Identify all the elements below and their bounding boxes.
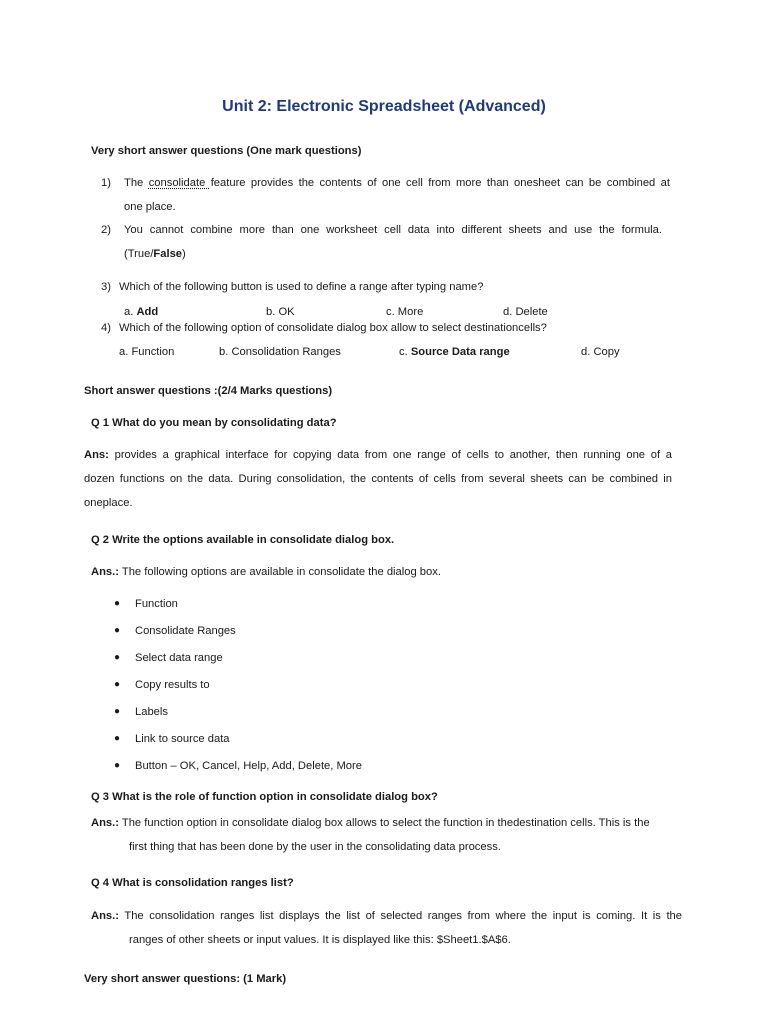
answer-text: Ans: provides a graphical interface for copying data from one range of cells to another, then running one of a [84, 449, 672, 461]
question-text: Which of the following button is used to define a range after typing name? [119, 281, 484, 293]
option-b: b. OK [266, 306, 295, 318]
answer-text: Ans.: The function option in consolidate dialog box allows to select the function in thedestination cells. This is the [91, 817, 650, 829]
answer-text-continued: oneplace. [84, 497, 133, 509]
bullet-icon: ● [114, 652, 121, 663]
bullet-icon: ● [114, 733, 121, 744]
list-item: Button – OK, Cancel, Help, Add, Delete, More [135, 760, 362, 772]
bullet-icon: ● [114, 625, 121, 636]
option-c: c. Source Data range [399, 346, 510, 358]
answer-text: Ans.: The following options are available in consolidate the dialog box. [91, 566, 441, 578]
option-d: d. Copy [581, 346, 620, 358]
answer-label: Ans.: [91, 910, 119, 922]
question-heading: Q 3 What is the role of function option in consolidate dialog box? [91, 791, 438, 803]
question-number: 1) [101, 177, 111, 189]
option-d: d. Delete [503, 306, 548, 318]
option-a: a. Add [124, 306, 159, 318]
question-number: 3) [101, 281, 111, 293]
section-heading-one-mark-2: Very short answer questions: (1 Mark) [84, 973, 287, 985]
question-text: The consolidate feature provides the contents of one cell from more than onesheet can be combined at [124, 177, 670, 189]
question-text: Which of the following option of consolidate dialog box allow to select destinationcells? [119, 322, 547, 334]
question-number: 2) [101, 224, 111, 236]
question-heading: Q 4 What is consolidation ranges list? [91, 877, 294, 889]
page-title: Unit 2: Electronic Spreadsheet (Advanced) [222, 98, 546, 115]
section-heading-short-answer: Short answer questions :(2/4 Marks questions) [84, 385, 333, 397]
answer-label: Ans.: [91, 817, 119, 829]
list-item: Select data range [135, 652, 223, 664]
list-item: Consolidate Ranges [135, 625, 236, 637]
bullet-icon: ● [114, 598, 121, 609]
underlined-term: consolidate [148, 177, 211, 189]
option-b: b. Consolidation Ranges [219, 346, 341, 358]
answer-label: Ans: [84, 449, 109, 461]
question-text-continued: one place. [124, 201, 176, 213]
answer-label: Ans.: [91, 566, 119, 578]
list-item: Copy results to [135, 679, 210, 691]
list-item: Labels [135, 706, 168, 718]
bullet-icon: ● [114, 760, 121, 771]
answer-text-continued: ranges of other sheets or input values. It is displayed like this: $Sheet1.$A$6. [129, 934, 511, 946]
answer-text-continued: first thing that has been done by the user in the consolidating data process. [129, 841, 501, 853]
bullet-icon: ● [114, 706, 121, 717]
option-a: a. Function [119, 346, 175, 358]
section-heading-one-mark: Very short answer questions (One mark questions) [91, 145, 362, 157]
option-c: c. More [386, 306, 424, 318]
list-item: Function [135, 598, 178, 610]
bullet-icon: ● [114, 679, 121, 690]
list-item: Link to source data [135, 733, 230, 745]
question-text: You cannot combine more than one worksheet cell data into different sheets and use the formula. [124, 224, 662, 236]
question-heading: Q 2 Write the options available in consolidate dialog box. [91, 534, 395, 546]
answer-text-continued: dozen functions on the data. During consolidation, the contents of cells from several sheets can be combined in [84, 473, 672, 485]
question-heading: Q 1 What do you mean by consolidating data? [91, 417, 337, 429]
answer-text: Ans.: The consolidation ranges list displays the list of selected ranges from where the input is coming. It is the [91, 910, 682, 922]
question-number: 4) [101, 322, 111, 334]
true-false-answer: (True/False) [124, 248, 186, 260]
